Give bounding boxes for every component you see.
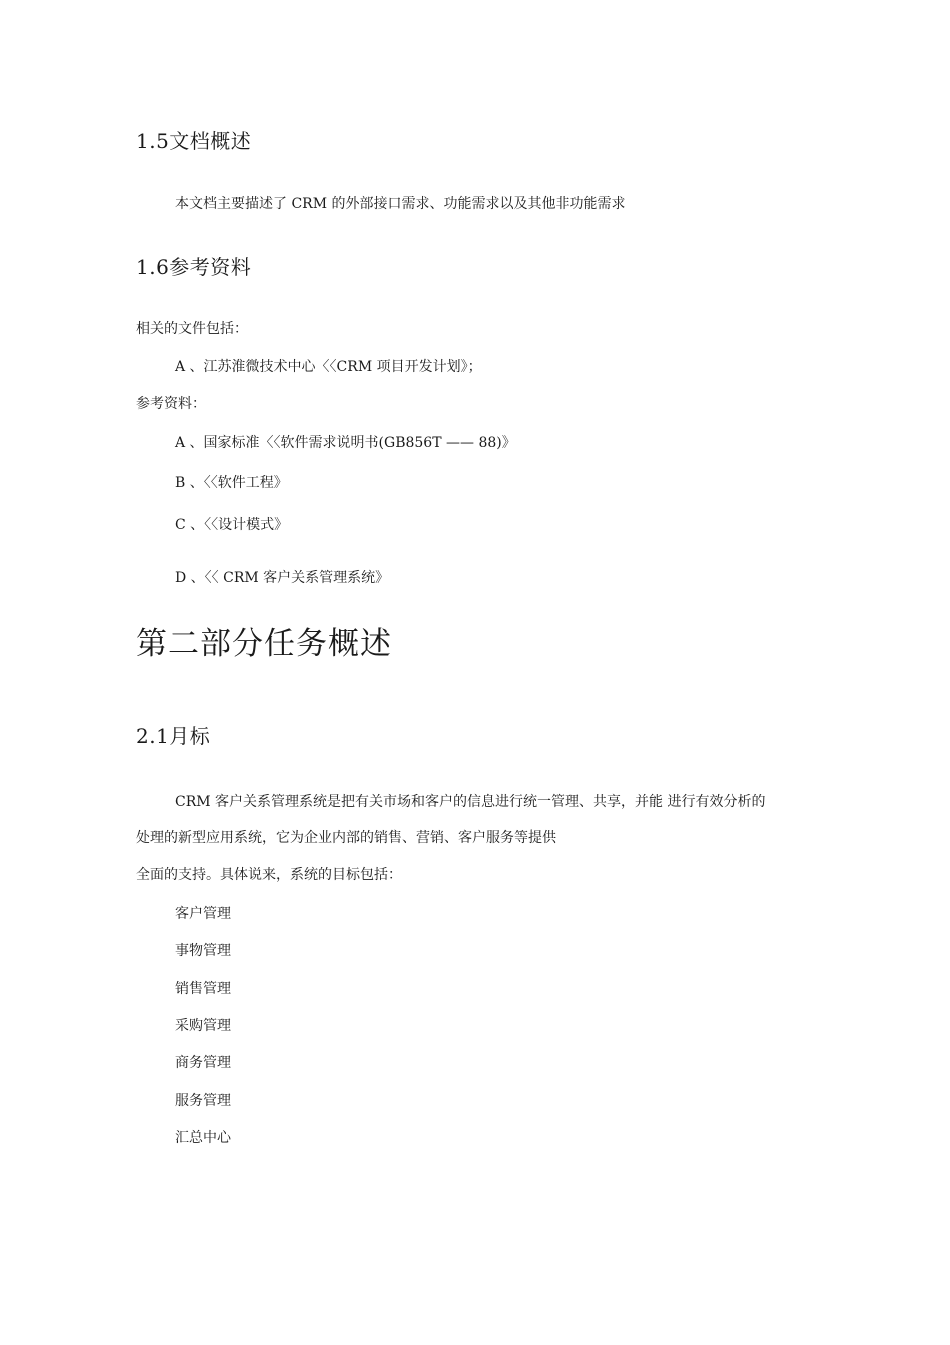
goal-item: 汇总中心	[175, 1130, 231, 1146]
section-heading-1-5: 1.5文档概述	[136, 129, 252, 153]
part-title: 第二部分任务概述	[136, 626, 392, 662]
section-heading-2-1: 2.1月标	[136, 724, 211, 748]
ref-item-c: C 、〈〈设计模式》	[175, 517, 289, 533]
section-heading-1-6: 1.6参考资料	[136, 255, 252, 279]
section-1-5-body: 本文档主要描述了 CRM 的外部接口需求、功能需求以及其他非功能需求	[175, 196, 626, 212]
goal-item: 事物管理	[175, 943, 231, 959]
refs-intro: 参考资料：	[136, 396, 206, 412]
goal-item: 销售管理	[175, 981, 231, 997]
section-2-1-para-line2: 处理的新型应用系统，它为企业内部的销售、营销、客户服务等提供	[136, 830, 556, 846]
goal-item: 服务管理	[175, 1093, 231, 1109]
ref-item-d: D 、〈〈 CRM 客户关系管理系统》	[175, 570, 390, 586]
ref-item-b: B 、〈〈软件工程》	[175, 475, 288, 491]
section-2-1-para-line3: 全面的支持。具体说来，系统的目标包括：	[136, 867, 402, 883]
goal-item: 采购管理	[175, 1018, 231, 1034]
files-intro: 相关的文件包括：	[136, 321, 248, 337]
goal-item: 商务管理	[175, 1055, 231, 1071]
section-2-1-para-line1: CRM 客户关系管理系统是把有关市场和客户的信息进行统一管理、共享，并能 进行有效分析的	[175, 794, 766, 810]
file-item-a: A 、江苏淮微技术中心〈〈CRM 项目开发计划》；	[175, 359, 482, 375]
ref-item-a: A 、国家标准〈〈软件需求说明书(GB856T —— 88)》	[175, 435, 516, 451]
goal-item: 客户管理	[175, 906, 231, 922]
